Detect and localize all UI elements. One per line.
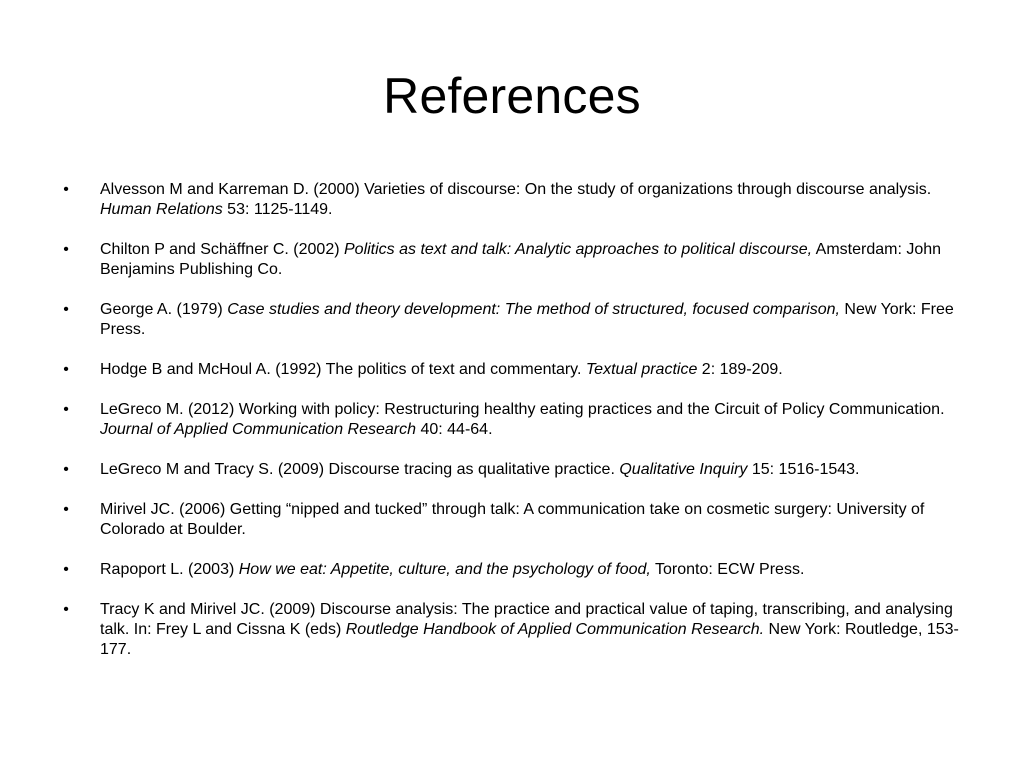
reference-details: Amsterdam: John Benjamins Publishing Co. bbox=[100, 241, 942, 278]
bullet-icon: • bbox=[63, 181, 69, 198]
bullet-icon: • bbox=[63, 601, 69, 618]
reference-details: 2: 189-209. bbox=[697, 361, 783, 378]
bullet-icon: • bbox=[63, 361, 69, 378]
reference-source: Case studies and theory development: The method of structured, focused comparison, bbox=[227, 301, 840, 318]
bullet-icon: • bbox=[63, 401, 69, 418]
reference-source: How we eat: Appetite, culture, and the psychology of food, bbox=[238, 561, 651, 578]
reference-details: 53: 1125-1149. bbox=[222, 201, 333, 218]
slide-title: References bbox=[383, 68, 641, 124]
bullet-icon: • bbox=[63, 501, 69, 518]
reference-text: Alvesson M and Karreman D. (2000) Varieties of discourse: On the study of organizations through discourse analysis. bbox=[100, 181, 932, 198]
reference-source: Politics as text and talk: Analytic approaches to political discourse, bbox=[344, 241, 813, 258]
reference-source: Human Relations bbox=[100, 201, 223, 218]
reference-details: Toronto: ECW Press. bbox=[650, 561, 805, 578]
bullet-icon: • bbox=[63, 241, 69, 258]
reference-item bbox=[56, 180, 966, 220]
reference-text: LeGreco M and Tracy S. (2009) Discourse tracing as qualitative practice. bbox=[100, 461, 620, 478]
references-list bbox=[56, 180, 966, 680]
reference-source: Journal of Applied Communication Research bbox=[100, 421, 417, 438]
reference-item bbox=[56, 460, 966, 480]
reference-item bbox=[56, 500, 966, 540]
reference-source: Routledge Handbook of Applied Communication Research. bbox=[345, 621, 765, 638]
reference-text: Rapoport L. (2003) bbox=[100, 561, 239, 578]
reference-details: 40: 44-64. bbox=[416, 421, 493, 438]
reference-text: Chilton P and Schäffner C. (2002) bbox=[100, 241, 344, 258]
reference-details: 15: 1516-1543. bbox=[747, 461, 860, 478]
reference-text: Tracy K and Mirivel JC. (2009) Discourse analysis: The practice and practical value of taping, transcribing, and analysing talk. In: Frey L and Cissna K (eds) bbox=[100, 601, 953, 638]
reference-item bbox=[56, 400, 966, 440]
bullet-icon: • bbox=[63, 461, 69, 478]
reference-item bbox=[56, 600, 966, 660]
reference-details: New York: Routledge, 153-177. bbox=[100, 621, 959, 658]
bullet-icon: • bbox=[63, 561, 69, 578]
reference-text: George A. (1979) bbox=[100, 301, 228, 318]
reference-text: Mirivel JC. (2006) Getting “nipped and tucked” through talk: A communication take on cosmetic surgery: University of Colorado at Boulder. bbox=[100, 501, 925, 538]
bullet-icon: • bbox=[63, 301, 69, 318]
reference-item bbox=[56, 560, 966, 580]
reference-text: LeGreco M. (2012) Working with policy: Restructuring healthy eating practices and the Circuit of Policy Communication. bbox=[100, 401, 945, 418]
reference-item bbox=[56, 300, 966, 340]
reference-details: New York: Free Press. bbox=[100, 301, 954, 338]
reference-item bbox=[56, 360, 966, 380]
reference-item bbox=[56, 240, 966, 280]
reference-text: Hodge B and McHoul A. (1992) The politics of text and commentary. bbox=[100, 361, 586, 378]
reference-source: Textual practice bbox=[585, 361, 698, 378]
reference-source: Qualitative Inquiry bbox=[619, 461, 748, 478]
